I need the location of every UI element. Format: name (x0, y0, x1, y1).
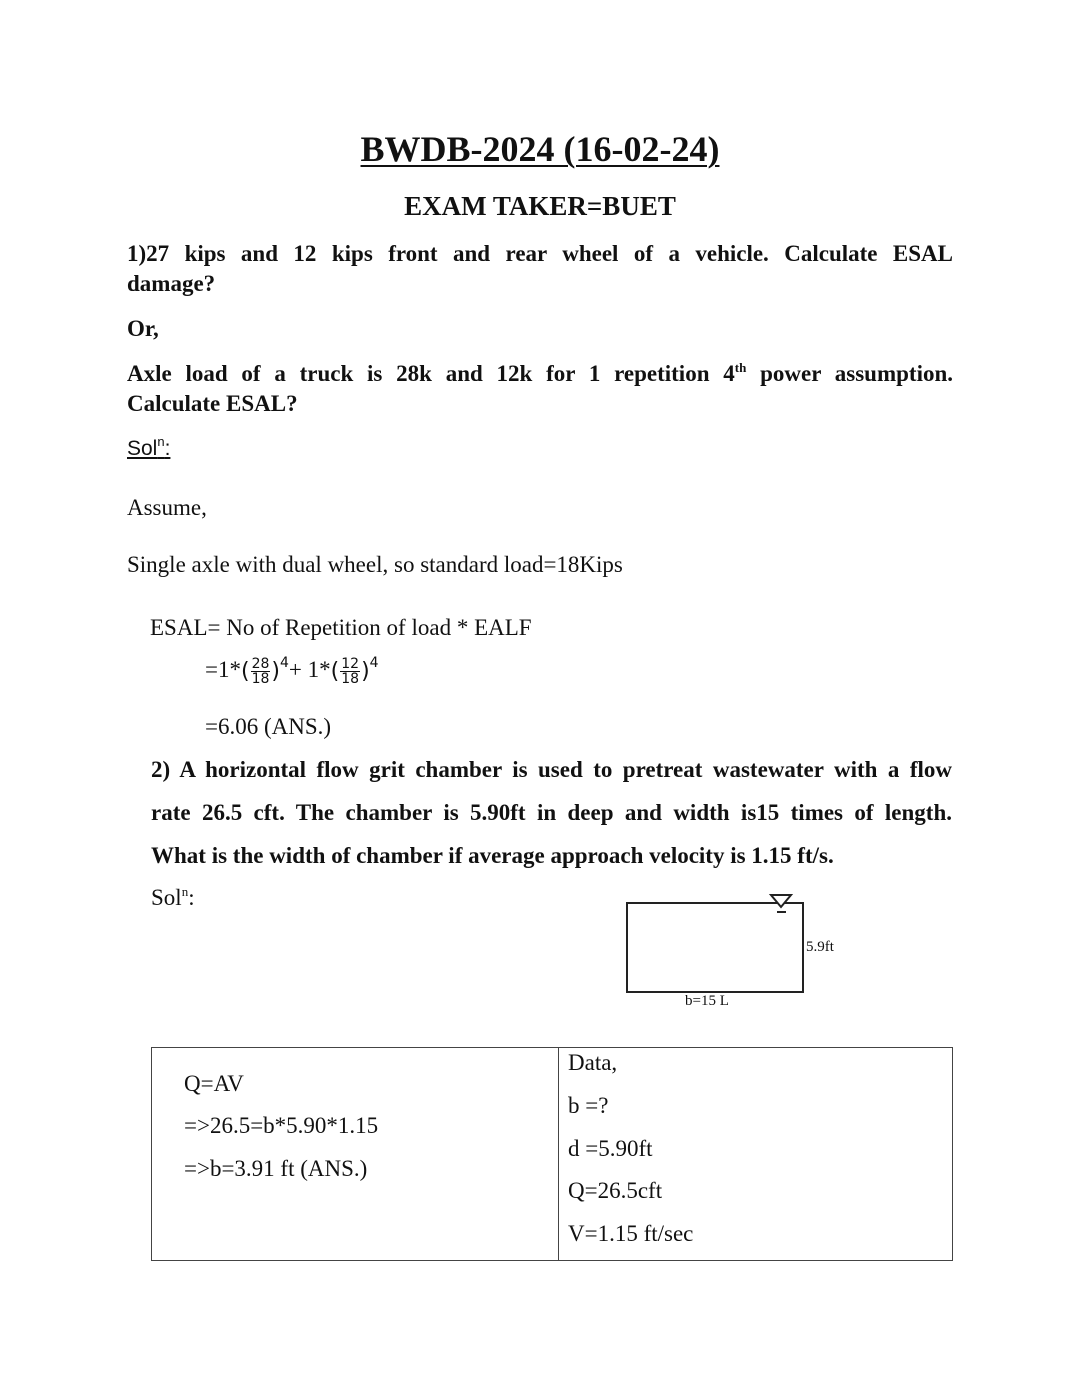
fraction-denominator: 18 (341, 671, 360, 688)
solution-sup: n (157, 434, 165, 449)
chamber-diagram (626, 902, 804, 993)
solution-colon: : (188, 885, 195, 910)
alt-line-text-a: Axle load of a truck is 28k and 12k for 1 repetition 4 (127, 361, 735, 386)
question-2-line-1: 2) A horizontal flow grit chamber is used to pretreat wastewater with a flow (151, 757, 952, 782)
solution-text: Sol (127, 437, 158, 460)
question-1-line-2: damage? (127, 271, 216, 296)
table-left-row: Q=AV (184, 1071, 244, 1096)
table-right-row: d =5.90ft (568, 1136, 653, 1161)
solution-sup: n (181, 884, 189, 899)
solution-label-2 (151, 885, 195, 911)
page-title-text: BWDB-2024 (16-02-24) (360, 129, 720, 169)
table-right-row: b =? (568, 1093, 609, 1118)
table-left-row: =>26.5=b*5.90*1.15 (184, 1113, 379, 1138)
question-2-line-3: What is the width of chamber if average approach velocity is 1.15 ft/s. (151, 843, 834, 868)
superscript-th: th (734, 360, 747, 375)
table-right-row: Data, (568, 1050, 618, 1075)
calc-prefix: =1* (205, 657, 241, 682)
solution-table (151, 1047, 953, 1261)
question-1-alt-line-2: Calculate ESAL? (127, 391, 298, 416)
table-right-row: V=1.15 ft/sec (568, 1221, 694, 1246)
alt-line-text-b: power assumption. (746, 361, 953, 386)
page-title (0, 128, 1080, 170)
width-label: b=15 L (685, 993, 729, 1009)
calc-plus: + 1* (288, 657, 331, 682)
paren-close: ) (361, 659, 370, 685)
depth-label: 5.9ft (806, 939, 834, 955)
table-left-row: =>b=3.91 ft (ANS.) (184, 1156, 368, 1181)
or-label: Or, (127, 316, 159, 341)
paren-close: ) (271, 659, 280, 685)
water-level-icon (768, 893, 794, 915)
fraction-12-18 (340, 657, 360, 686)
exponent: 4 (280, 655, 289, 671)
question-2-line-2: rate 26.5 cft. The chamber is 5.90ft in deep and width is15 times of length. (151, 800, 952, 825)
solution-text: Sol (151, 885, 182, 910)
fraction-denominator: 18 (251, 671, 270, 688)
fraction-28-18 (251, 657, 271, 686)
assume-label: Assume, (127, 495, 207, 520)
table-divider (558, 1048, 559, 1260)
exam-taker-heading: EXAM TAKER=BUET (404, 191, 676, 221)
answer-1: =6.06 (ANS.) (205, 714, 332, 739)
solution-label-1 (127, 434, 171, 461)
esal-formula: ESAL= No of Repetition of load * EALF (150, 615, 532, 640)
table-right-row: Q=26.5cft (568, 1178, 663, 1203)
exponent: 4 (369, 655, 379, 671)
solution-colon: : (164, 437, 171, 460)
fraction-numerator: 12 (341, 656, 360, 673)
question-1-line-1: 1)27 kips and 12 kips front and rear wheel of a vehicle. Calculate ESAL (127, 241, 953, 266)
question-1-alt-line-1 (127, 361, 953, 387)
paren-open: ( (330, 659, 340, 685)
fraction-numerator: 28 (251, 656, 270, 673)
assumption-text: Single axle with dual wheel, so standard load=18Kips (127, 552, 623, 577)
esal-calculation (205, 655, 379, 686)
paren-open: ( (240, 659, 250, 685)
